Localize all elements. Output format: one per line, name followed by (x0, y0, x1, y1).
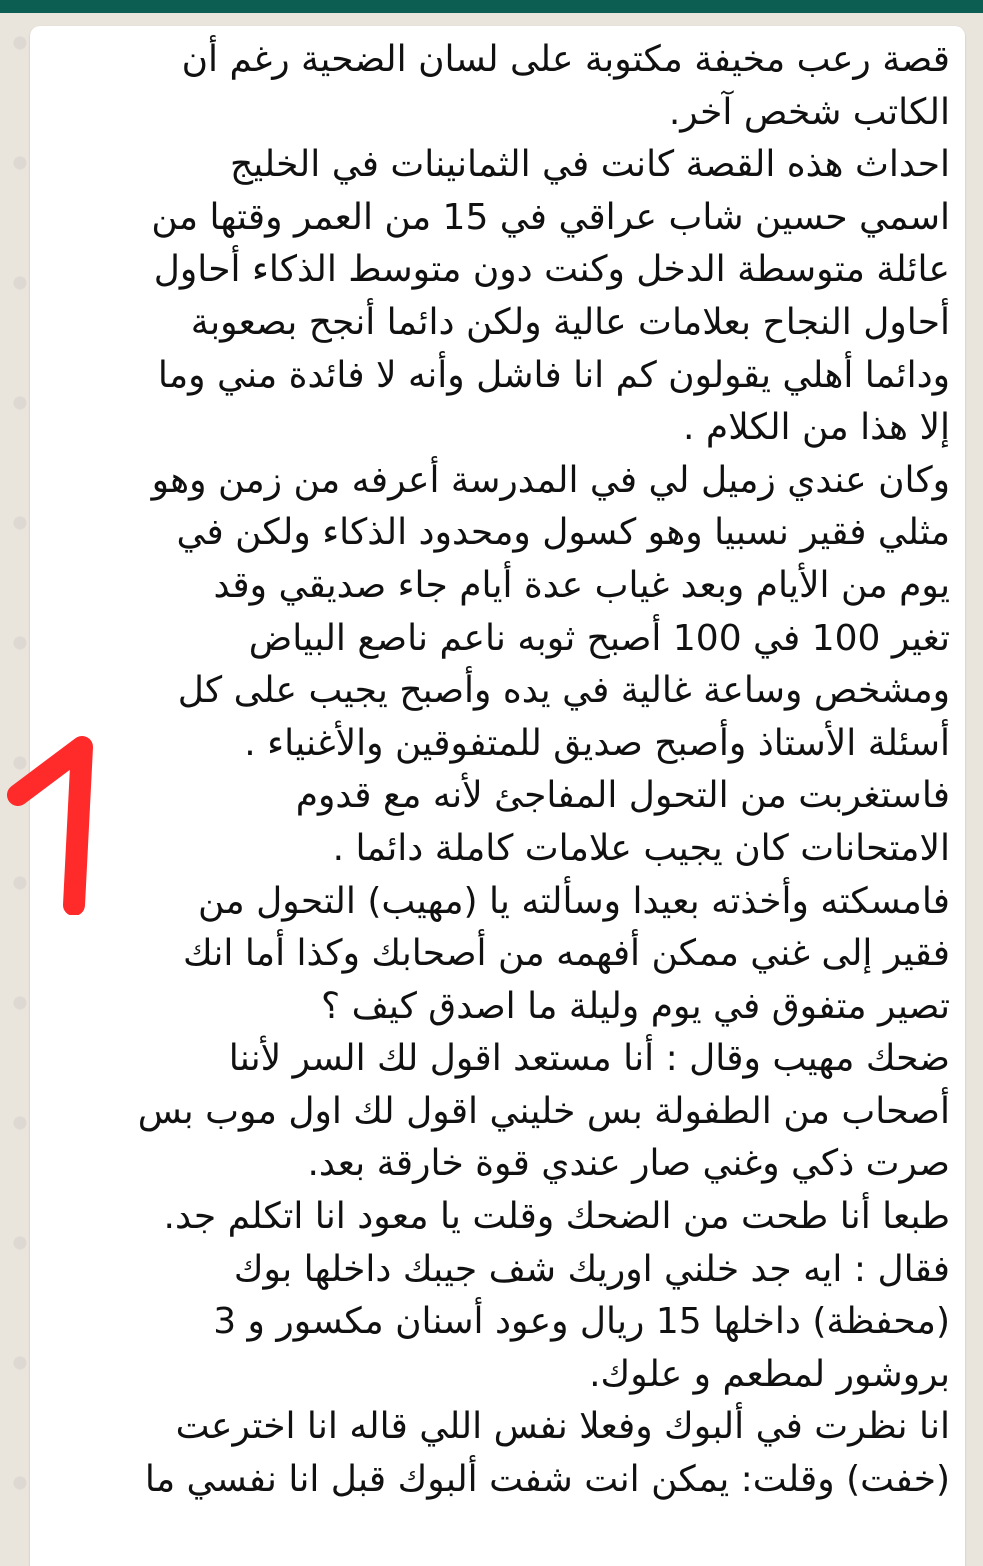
message-line: بروشور لمطعم و علوك. (589, 1353, 950, 1395)
message-line: تصير متفوق في يوم وليلة ما اصدق كيف ؟ (321, 985, 950, 1027)
red-number-one-mark (0, 735, 100, 915)
message-line: مثلي فقير نسبيا وهو كسول ومحدود الذكاء ولكن في (176, 512, 950, 554)
message-line: إلا هذا من الكلام . (683, 407, 950, 449)
message-line: انا نظرت في ألبوك وفعلا نفس اللي قاله انا اخترعت (175, 1406, 950, 1448)
message-line: فاستغربت من التحول المفاجئ لأنه مع قدوم (295, 775, 950, 817)
message-line: يوم من الأيام وبعد غياب عدة أيام جاء صديقي وقد (213, 564, 950, 606)
message-line: (خفت) وقلت: يمكن انت شفت ألبوك قبل انا نفسي ما (144, 1459, 950, 1501)
message-text (60, 34, 950, 1507)
message-line: أحاول النجاح بعلامات عالية ولكن دائما أنجح بصعوبة (190, 301, 950, 343)
message-line: تغير 100 في 100 أصبح ثوبه ناعم ناصع البياض (248, 617, 950, 659)
message-line: أصحاب من الطفولة بس خليني اقول لك اول موب بس (137, 1090, 950, 1132)
message-line: الكاتب شخص آخر. (668, 91, 950, 133)
message-line: فقير إلى غني ممكن أفهمه من أصحابك وكذا أما انك (183, 933, 950, 975)
message-line: احداث هذه القصة كانت في الثمانينات في الخليج (230, 144, 950, 186)
message-line: ضحك مهيب وقال : أنا مستعد اقول لك السر لأننا (228, 1038, 950, 1080)
message-line: (محفظة) داخلها 15 ريال وعود أسنان مكسور و 3 (213, 1301, 950, 1343)
message-line: فامسكته وأخذته بعيدا وسألته يا (مهيب) التحول من (197, 880, 950, 922)
message-line: قصة رعب مخيفة مكتوبة على لسان الضحية رغم أن (181, 39, 950, 80)
message-line: عائلة متوسطة الدخل وكنت دون متوسط الذكاء أحاول (153, 249, 950, 291)
message-line: صرت ذكي وغني صار عندي قوة خارقة بعد. (307, 1143, 950, 1185)
header-bar (0, 0, 983, 13)
message-line: وكان عندي زميل لي في المدرسة أعرفه من زمن وهو (151, 459, 950, 501)
message-line: ودائما أهلي يقولون كم انا فاشل وأنه لا فائدة مني وما (157, 354, 950, 396)
message-line: ومشخص وساعة غالية في يده وأصبح يجيب على كل (177, 670, 950, 712)
message-line: اسمي حسين شاب عراقي في 15 من العمر وقتها من (151, 196, 950, 238)
message-line: الامتحانات كان يجيب علامات كاملة دائما . (332, 827, 950, 869)
message-line: أسئلة الأستاذ وأصبح صديق للمتفوقين والأغنياء . (244, 722, 950, 764)
message-line: فقال : ايه جد خلني اوريك شف جيبك داخلها بوك (233, 1248, 950, 1290)
message-line: طبعا أنا طحت من الضحك وقلت يا معود انا اتكلم جد. (163, 1196, 950, 1238)
